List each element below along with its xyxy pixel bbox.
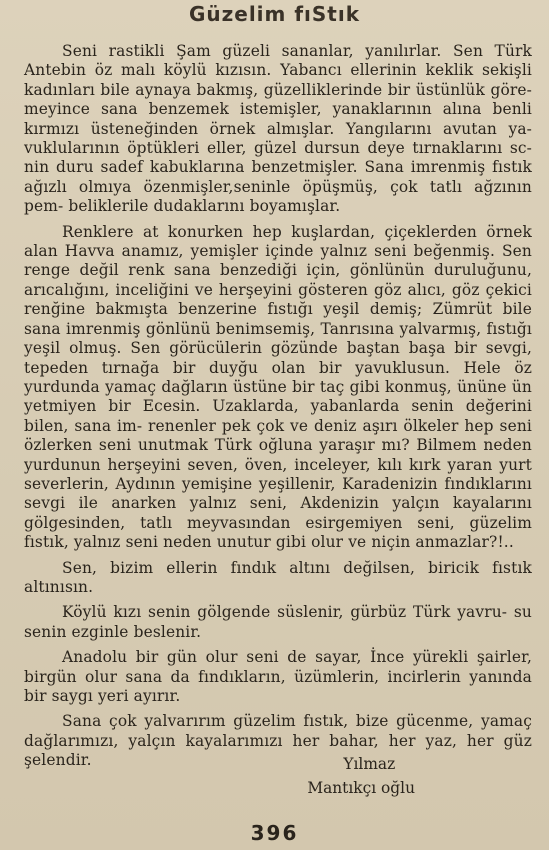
paragraph-1: Seni rastikli Şam güzeli sananlar, yanılırlar. Sen Türk Antebin öz malı köylü kızısın. Yabancı ellerinin keklik sekişli kadınları bile aynaya bakmış, güzelliklerinde bir üstünlük göre- meyince sana benzemek istemişler, yanaklarının alına benli kırmızı üsteneğinden örnek almışlar. Yangılarını avutan ya- vuklularının öptükleri eller, güzel dursun deye tırnaklarını sc- nin duru sadef kabuklarına benzetmişler. Sana imrenmiş fıstık ağızlı olmıya özenmişler,seninle öpüşmüş, çok tatlı ağzının pem- beliklerile dudaklarını boyamışlar. (24, 42, 532, 216)
author-last-name: Mantıkçı oğlu (307, 779, 415, 797)
author-first-name: Yılmaz (343, 755, 396, 773)
article-body (24, 42, 532, 777)
paragraph-6: Sana çok yalvarırım güzelim fıstık, bize gücenme, yamaç dağlarımızı, yalçın kayalarımızı her bahar, her yaz, her güz şelendir. (24, 712, 532, 770)
paragraph-2: Renklere at konurken hep kuşlardan, çiçeklerden örnek alan Havva anamız, yemişler içinde yalnız seni beğenmiş. Sen renge değil renk sana benzediği için, gönlünün duruluğunu, arıcalığını, inceliğini ve herşeyini gösteren göz alıcı, göz çekici renğine bakmışta benzerine fıstığı yeşil demiş; Zümrüt bile sana imrenmiş gönlünü benimsemiş, Tanrısına yalvarmış, fıstığı yeşil olmuş. Sen görücülerin gözünde baştan başa bir sevgi, tepeden tırnağa bir duyğu olan bir yavuklusun. Hele öz yurdunda yamaç dağların üstüne bir taç gibi konmuş, ününe ün yetmiyen bir Ecesin. Uzaklarda, yabanlarda senin değerini bilen, sana im- renenler pek çok ve deniz aşırı ölkeler hep seni özlerken seni unutmak Türk oğluna yaraşır mı? Bilmem neden yurdunun herşeyini seven, öven, inceleyer, kılı kırk yaran yurt severlerin, Aydının yemişine yeşillenir, Karadenizin fındıklarını sevgi ile anarken yalnız seni, Akdenizin yalçın kayalarını gölgesinden, tatlı meyvasından esirgemiyen seni, güzelim fıstık, yalnız seni neden unutur gibi olur ve niçin anmazlar?!.. (24, 222, 532, 552)
paragraph-3: Sen, bizim ellerin fındık altını değilsen, biricik fıstık altınısın. (24, 558, 532, 596)
paragraph-4: Köylü kızı senin gölgende süslenir, gürbüz Türk yavru- su senin ezginle beslenir. (24, 603, 532, 641)
paragraph-5: Anadolu bir gün olur seni de sayar, İnce yürekli şairler, birgün olur sana da fındıkların, üzümlerin, incirlerin yanında bir saygı yeri ayırır. (24, 648, 532, 705)
author-signature (307, 752, 415, 800)
page-number: 396 (250, 821, 299, 845)
page-title: Güzelim fıStık (188, 2, 361, 26)
